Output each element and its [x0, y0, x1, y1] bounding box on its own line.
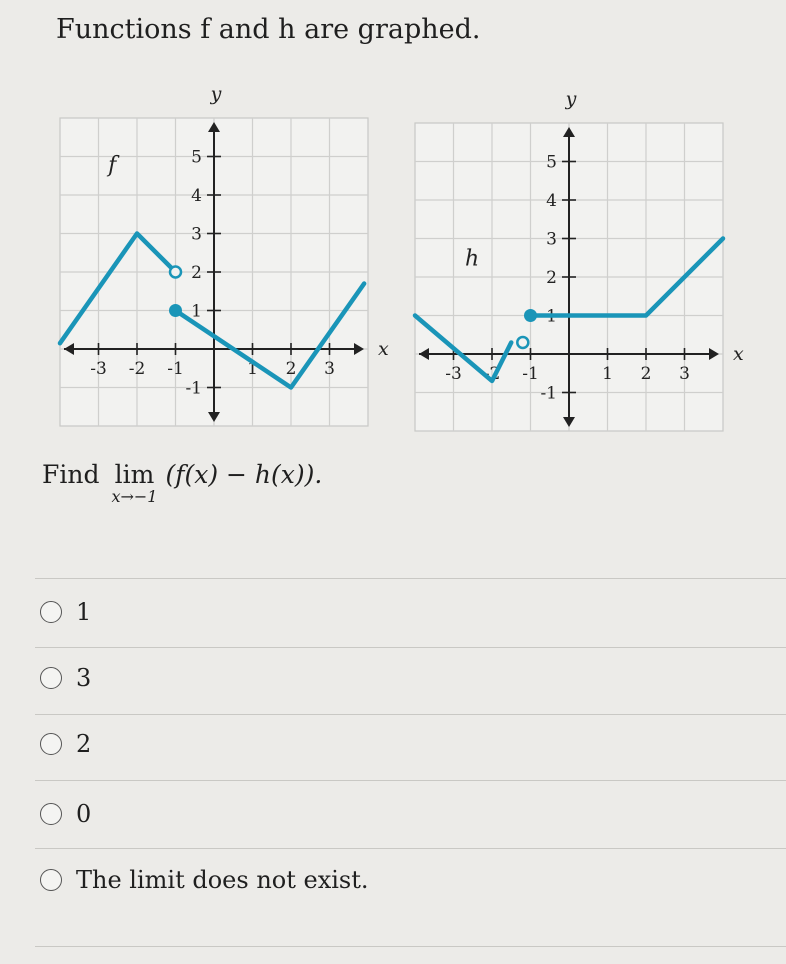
y-tick-label: 2 [546, 268, 557, 288]
x-tick-label: 3 [324, 359, 335, 379]
divider [35, 780, 786, 781]
closed-point [524, 309, 537, 322]
choice-label: 0 [76, 800, 92, 828]
function-name-label: f [108, 152, 117, 178]
x-tick-label: 2 [285, 359, 297, 379]
y-axis-label: y [210, 83, 222, 105]
x-tick-label: -1 [167, 359, 184, 379]
divider [35, 647, 786, 648]
closed-point [169, 304, 182, 317]
function-name-label: h [465, 246, 480, 272]
divider [35, 714, 786, 715]
divider [35, 848, 786, 849]
choice-label: 1 [76, 598, 92, 626]
y-tick-label: 1 [546, 306, 557, 327]
question-find-text: Find [42, 460, 100, 489]
x-tick-label: 2 [640, 364, 652, 384]
y-tick-label: -1 [185, 378, 202, 399]
x-axis-label: x [733, 343, 744, 365]
choice-3[interactable] [40, 664, 91, 692]
y-tick-label: 1 [191, 301, 202, 322]
x-tick-label: -2 [483, 364, 501, 384]
choice-does-not-exist[interactable] [40, 866, 369, 894]
x-tick-label: 1 [602, 364, 613, 384]
y-tick-label: 4 [546, 191, 557, 211]
limit-word: lim [114, 460, 155, 489]
y-tick-label: 5 [191, 147, 202, 168]
x-tick-label: -3 [90, 359, 107, 379]
limit-subscript: x→−1 [111, 487, 158, 506]
question-prompt: Functions f and h are graphed. [56, 14, 481, 45]
graph-f [40, 80, 389, 425]
y-axis-label: y [565, 88, 577, 110]
radio-button[interactable] [40, 667, 62, 689]
x-axis-label: x [378, 338, 389, 360]
choice-label: The limit does not exist. [76, 866, 369, 894]
x-tick-label: 1 [247, 359, 258, 379]
open-point [170, 267, 181, 278]
divider [35, 946, 786, 947]
limit-operator [111, 460, 157, 506]
choice-2[interactable] [40, 730, 91, 758]
x-tick-label: -2 [128, 359, 146, 379]
radio-button[interactable] [40, 803, 62, 825]
choice-label: 2 [76, 730, 92, 758]
limit-expression: (f(x) − h(x)). [165, 460, 323, 489]
limit-question [42, 460, 322, 506]
y-tick-label: -1 [540, 383, 557, 404]
choice-1[interactable] [40, 598, 91, 626]
y-tick-label: 5 [546, 152, 557, 173]
choice-0[interactable] [40, 800, 91, 828]
y-tick-label: 3 [546, 229, 557, 250]
divider [35, 578, 786, 579]
y-tick-label: 4 [191, 186, 202, 206]
radio-button[interactable] [40, 869, 62, 891]
radio-button[interactable] [40, 601, 62, 623]
y-tick-label: 2 [191, 263, 202, 283]
open-point [517, 337, 528, 348]
radio-button[interactable] [40, 733, 62, 755]
choice-label: 3 [76, 664, 92, 692]
x-tick-label: -1 [522, 364, 539, 384]
y-tick-label: 3 [191, 224, 202, 245]
x-tick-label: 3 [679, 364, 690, 384]
x-tick-label: -3 [445, 364, 462, 384]
graph-h [395, 85, 744, 430]
